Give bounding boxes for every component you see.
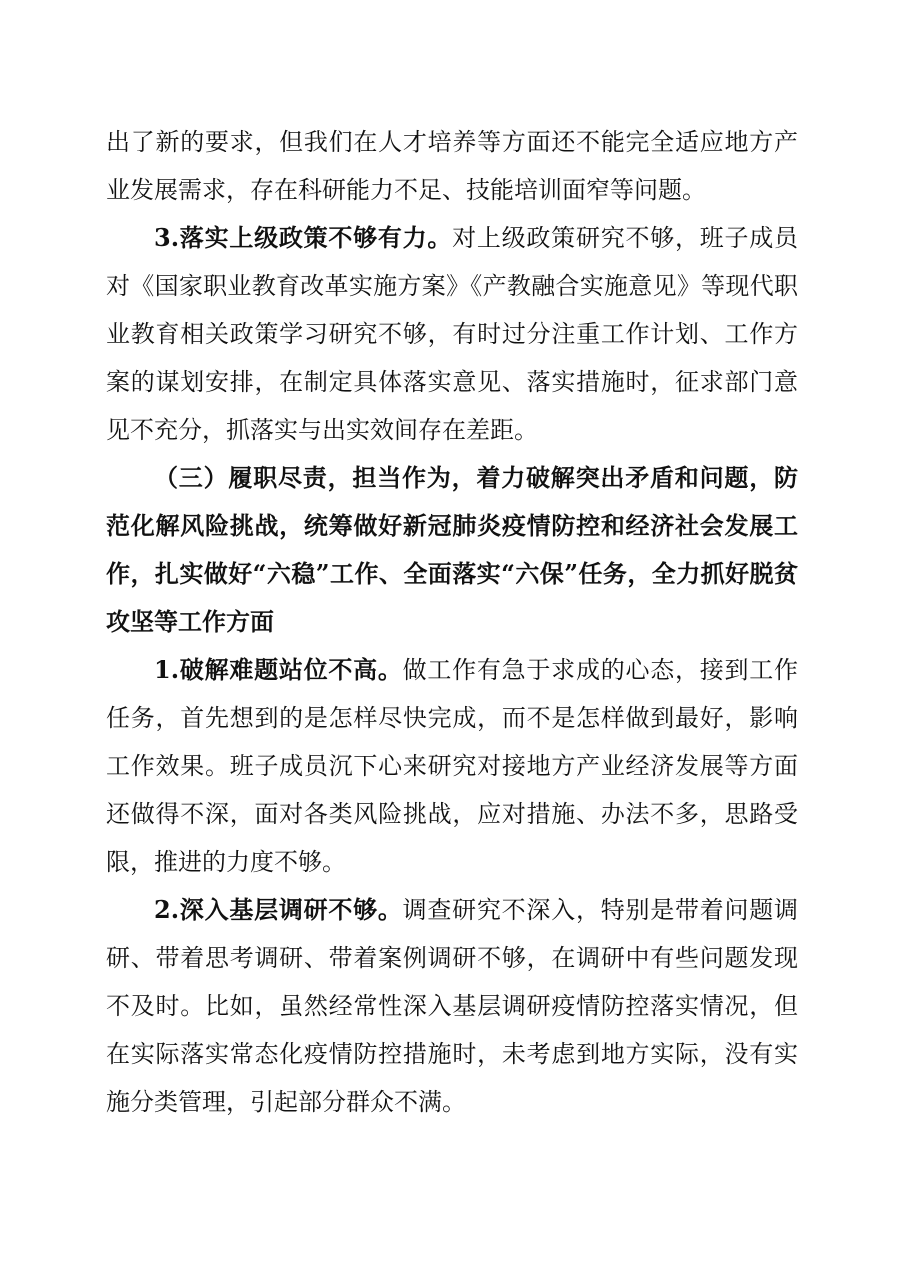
section-heading-text: （三）履职尽责，担当作为，着力破解突出矛盾和问题，防范化解风险挑战，统筹做好新冠肺炎疫情防控和经济社会发展工作，扎实做好“六稳”工作、全面落实“六保”任务，全力抓好脱贫攻坚等工作方面 — [106, 463, 798, 636]
section-heading-3 — [106, 454, 798, 646]
paragraph-lead-heading: 1.破解难题站位不高。 — [154, 655, 403, 684]
paragraph-lead-heading: 3.落实上级政策不够有力。 — [154, 223, 453, 252]
paragraph-grassroots-research — [106, 886, 798, 1126]
paragraph-text: 对上级政策研究不够，班子成员对《国家职业教育改革实施方案》《产教融合实施意见》等现代职业教育相关政策学习研究不够，有时过分注重工作计划、工作方案的谋划安排，在制定具体落实意见、落实措施时，征求部门意见不充分，抓落实与出实效间存在差距。 — [106, 224, 799, 444]
paragraph-text: 调查研究不深入，特别是带着问题调研、带着思考调研、带着案例调研不够，在调研中有些问题发现不及时。比如，虽然经常性深入基层调研疫情防控落实情况，但在实际落实常态化疫情防控措施时，未考虑到地方实际，没有实施分类管理，引起部分群众不满。 — [106, 896, 799, 1116]
paragraph-lead-heading: 2.深入基层调研不够。 — [154, 895, 403, 924]
paragraph-policy-implementation — [106, 214, 798, 454]
paragraph-text: 出了新的要求，但我们在人才培养等方面还不能完全适应地方产业发展需求，存在科研能力不足、技能培训面窄等问题。 — [106, 128, 798, 204]
paragraph-text: 做工作有急于求成的心态，接到工作任务，首先想到的是怎样尽快完成，而不是怎样做到最好，影响工作效果。班子成员沉下心来研究对接地方产业经济发展等方面还做得不深，面对各类风险挑战，应对措施、办法不多，思路受限，推进的力度不够。 — [106, 656, 799, 876]
paragraph-continuation — [106, 118, 798, 214]
document-body — [106, 118, 798, 1126]
paragraph-problem-solving — [106, 646, 798, 886]
